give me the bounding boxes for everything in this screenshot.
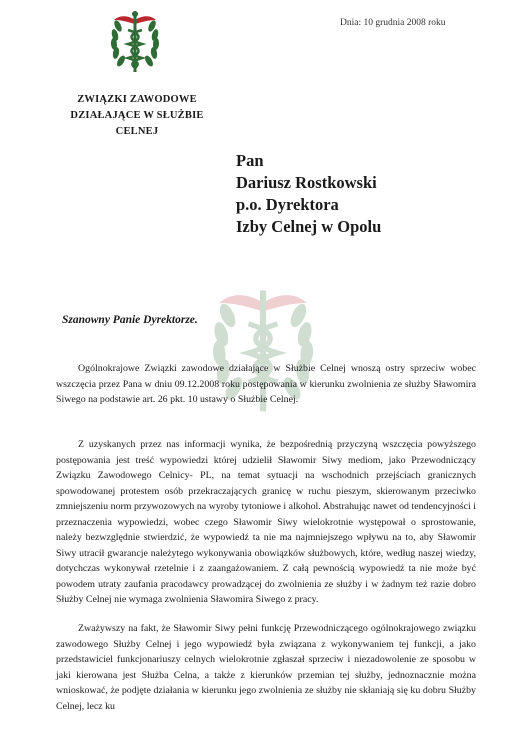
body-paragraph-2: Z uzyskanych przez nas informacji wynika, że bezpośrednią przyczyną wszczęcia powyższego postępowania jest treść wypowiedzi której udzielił Sławomir Siwy mediom, jako Przewodniczący Związku Zawodowego Celnicy- PL, na temat sytuacji na wschodnich przejściach granicznych spowodowanej protestem osób przekraczających granicę w ruchu pieszym, skierowanym przeciwko zmniejszeniu norm przywozowych na wyroby tytoniowe i alkohol. Abstrahując nawet od tendencyjności i przeznaczenia wypowiedzi, wobec czego Sławomir Siwy wielokrotnie występował o sprostowanie, należy bezwzględnie stwierdzić, że wypowiedź ta nie ma najmniejszego wpływu na to, aby Sławomir Siwy utracił gwarancje należytego wykonywania obowiązków służbowych, które, według naszej wiedzy, dotychczas wykonywał rzetelnie i z zaangażowaniem. Z całą pewnością wypowiedź ta nie może być powodem utraty zaufania pracodawcy prowadzącej do zwolnienia ze służby i w żadnym też razie dobro Służby Celnej nie wymaga zwolnienia Sławomira Siwego z pracy. (56, 439, 476, 606)
addressee-line-1: Pan (236, 151, 264, 170)
body-paragraph-3: Zważywszy na fakt, że Sławomir Siwy pełni funkcję Przewodniczącego ogólnokrajowego związku zawodowego Służby Celnej i jego wypowiedź była związana z wykonywaniem tej funkcji, a jako przedstawiciel funkcjonariuszy celnych wielokrotnie zgłaszał sprzeciw i niezadowolenie ze sposobu w jaki kierowana jest Służba Celna, a także z kierunków przemian tej służby, jednoznacznie można wnioskować, że podjęte działania w kierunku jego zwolnienia ze służby nie skłaniają się ku dobru Służby Celnej, lecz ku (56, 623, 476, 712)
addressee-line-3: p.o. Dyrektora (236, 195, 339, 214)
organization-name (52, 92, 222, 140)
salutation: Szanowny Panie Dyrektorze. (62, 314, 198, 326)
addressee-line-2: Dariusz Rostkowski (236, 173, 377, 192)
organization-name-line-2: DZIAŁAJĄCE W SŁUŻBIE CELNEJ (70, 110, 204, 137)
caduceus-emblem-icon (104, 8, 166, 80)
addressee-line-4: Izby Celnej w Opolu (236, 217, 382, 236)
addressee-block (236, 150, 381, 238)
letter-date: Dnia: 10 grudnia 2008 roku (340, 18, 446, 28)
organization-name-line-1: ZWIĄZKI ZAWODOWE (77, 94, 197, 105)
body-paragraph-1: Ogólnokrajowe Związki zawodowe działające w Służbie Celnej wnoszą ostry sprzeciw wobec wszczęcia przez Pana w dniu 09.12.2008 roku postępowania w kierunku zwolnienia ze służby Sławomira Siwego na podstawie art. 26 pkt. 10 ustawy o Służbie Celnej. (56, 363, 476, 406)
